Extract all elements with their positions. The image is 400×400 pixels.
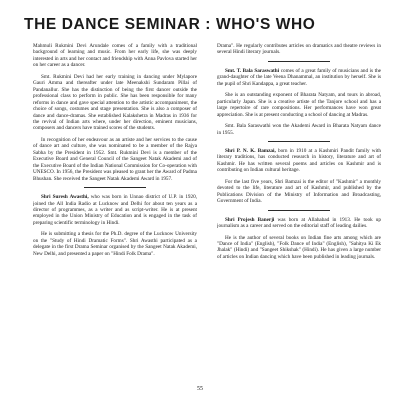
person-name: Shri Suresh Awasthi, (41, 194, 89, 201)
paragraph (217, 68, 381, 87)
paragraph (217, 148, 381, 174)
person-name: Shri P. N. K. Bamzai, (225, 147, 276, 154)
page-title: THE DANCE SEMINAR : WHO'S WHO (24, 16, 316, 33)
paragraph-text: born in 1910 at a Kashmiri Pandit family with literary traditions, has conducted research in history, literature and art of Kashmir. He has written several poems and articles on Kashmir and is contributing on Indian cultural heritage. (217, 147, 381, 174)
right-column (217, 43, 381, 385)
paragraph: Smt. Rukmini Devi had her early training in dancing under Mylapore Gauri Amma and thereafter under late Meenakshi Sundaram Pillai of Pandanallur. She has the distinction of being the first dancer outside the professional class to perform in public. She has been responsible for many reforms in dance and gave special attention to the artistic accompaniment, the choice of songs, costumes and stage presentation. She is also a composer of dance and dance-dramas. She established Kalakshetra in Madras in 1936 for the revival of Indian arts where, under her direction, eminent musicians, composers and dancers have trained scores of the students. (33, 73, 197, 132)
person-name: Smt. T. Bala Saraswathi (225, 67, 280, 74)
section-divider (268, 61, 330, 62)
paragraph (217, 217, 381, 230)
section-divider (268, 141, 330, 142)
paragraph: He is the author of several books on Indian fine arts among which are "Dance of India" (English), "Folk Dance of India" (English), "Sahitya Ki Ek Jhalak" (Hindi) and "Sangeet Shikshak" (Hindi). He has given a large number of articles on Indian dancing which have been published in leading journals. (217, 234, 381, 260)
section-divider (268, 210, 330, 211)
paragraph-text: who was born in Unnao district of U.P. in 1920, joined the All India Radio at Lucknow and Delhi for about ten years as a director of programmes, as a writer and as script-writer. He is at present employed in the Union Ministry of Education and is engaged in the task of preparing scientific terminology in Hindi. (33, 194, 197, 226)
paragraph: He is submitting a thesis for the Ph.D. degree of the Lucknow University on the "Study of Hindi Dramatic Forms". Shri Awasthi participated as a delegate in the first Drama Seminar organised by the Sangeet Natak Akademi, New Delhi, and presented a paper on "Hindi Folk Drama". (33, 231, 197, 257)
paragraph: Mahmuli Rukmini Devi Arundale comes of a family with a traditional background of learning and music. From her early life, she was deeply interested in arts and her contact and friendship with Anna Pavlova started her on her career as a dancer. (33, 43, 197, 69)
paragraph-text: was born at Allahabad in 1913. He took up journalism as a career and served on the editorial staff of leading dailies. (217, 216, 381, 230)
paragraph: She is an outstanding exponent of Bharata Natyam, and tours in abroad, particularly Japan. She is a creative artiste of the Tanjore school and has a large repertoire of rare compositions. Her performances have won great appreciation. She is at present conducting a school of dancing at Madras. (217, 92, 381, 118)
paragraph-text: comes of a great family of musicians and is the grand-daughter of the late Veena Dhanammal, an institution by herself. She is the pupil of Shri Kandappa, a great teacher. (217, 67, 381, 87)
person-name: Shri Projesh Banerji (225, 216, 275, 223)
left-column (33, 43, 197, 385)
paragraph: Smt. Bala Saraswathi won the Akademi Award in Bharata Natyam dance in 1955. (217, 123, 381, 136)
paragraph: Drama". He regularly contributes articles on dramatics and theatre reviews in several Hindi literary journals. (217, 43, 381, 56)
paragraph (33, 194, 197, 226)
page-number: 55 (197, 386, 203, 392)
paragraph: For the last five years, Shri Bamzai is the editor of "Kashmir" a monthly devoted to the life, literature and art of Kashmir, and published by the Publications Division of the Ministry of Information and Broadcasting, Government of India. (217, 178, 381, 205)
section-divider (84, 187, 146, 188)
paragraph: In recognition of her endeavour as an artiste and her services to the cause of dance art and culture, she was nominated to be a member of the Rajya Sabha by the President in 1952. Smt. Rukmini Devi is a member of the Executive Board and General Council of the Sangeet Natak Akademi and of the Executive Board of the Indian National Commission for Co-operation with UNESCO. In 1956, the President was pleased to grant her the Award of Padma Bhushan. She received the Sangeet Natak Akademi Award in 1957. (33, 136, 197, 182)
